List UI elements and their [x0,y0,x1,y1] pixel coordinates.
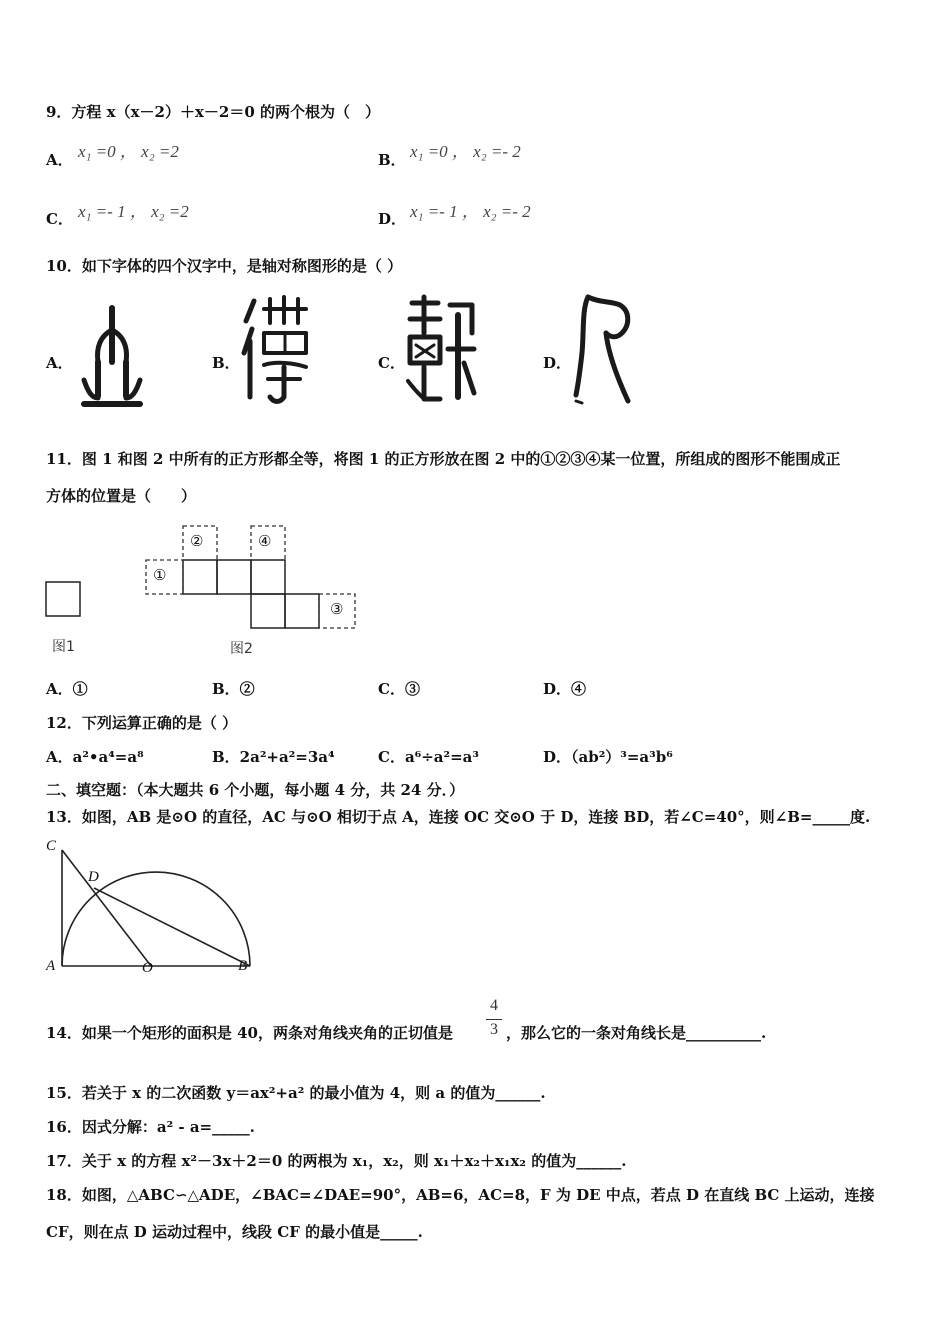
q11-option-d: D．④ [543,680,587,698]
q10-option-c: C． [378,354,405,372]
q10-stem: 10．如下字体的四个汉字中，是轴对称图形的是（ ） [46,257,403,275]
q17-stem: 17．关于 x 的方程 x²－3x＋2＝0 的两根为 x₁，x₂，则 x₁＋x₂＋x₁x₂ 的值为______. [46,1152,627,1170]
q14-fraction-numerator: 4 [490,997,498,1014]
q9-option-b-letter: B． [378,151,406,169]
seal-glyph-c-image [404,293,478,408]
q10-option-d: D． [543,354,572,372]
q12-option-d: D．（ab²）³=a³b⁶ [543,748,673,766]
q14-stem-post: ，那么它的一条对角线长是__________. [506,1024,767,1042]
seal-glyph-b-image [240,293,312,411]
marker-2: ② [190,532,204,550]
q14-fraction-denominator: 3 [490,1021,498,1038]
fig2-square-4 [251,594,285,628]
q13-circle-figure [40,836,270,981]
q10-option-b: B． [212,354,240,372]
q11-net-figure [40,520,370,660]
seal-glyph-a-image [78,300,146,412]
q14-fraction-bar [486,1019,502,1020]
q15-stem: 15．若关于 x 的二次函数 y＝ax²+a² 的最小值为 4，则 a 的值为______. [46,1084,546,1102]
q13-stem: 13．如图，AB 是⊙O 的直径，AC 与⊙O 相切于点 A，连接 OC 交⊙O 于 D，连接 BD，若∠C=40°，则∠B=_____度. [46,808,871,826]
fig2-square-1 [183,560,217,594]
fig2-square-2 [217,560,251,594]
q12-stem: 12．下列运算正确的是（ ） [46,714,238,732]
section-2-heading: 二、填空题：（本大题共 6 个小题，每小题 4 分，共 24 分．） [46,781,465,799]
q11-option-c: C．③ [378,680,420,698]
q9-option-d-letter: D． [378,210,407,228]
q9-option-a-letter: A． [46,151,73,169]
q12-option-a: A．a²•a⁴=a⁸ [46,748,144,766]
q12-option-c: C．a⁶÷a²=a³ [378,748,479,766]
q9-option-d-expr: x₁ =- 1 ， x₂ =- 2 [410,202,531,221]
fig2-square-3 [251,560,285,594]
marker-1: ① [153,566,167,584]
q11-stem-line1: 11．图 1 和图 2 中所有的正方形都全等，将图 1 的正方形放在图 2 中的①②③④某一位置，所组成的图形不能围成正 [46,450,841,468]
q18-stem-line1: 18．如图，△ABC∽△ADE，∠BAC=∠DAE=90°，AB=6，AC=8，F 为 DE 中点，若点 D 在直线 BC 上运动，连接 [46,1186,875,1204]
q9-stem: 9．方程 x（x－2）＋x－2＝0 的两个根为（ ） [46,103,381,121]
point-d-label: D [88,869,99,885]
marker-4: ④ [258,532,272,550]
marker-3: ③ [330,600,344,618]
q10-option-a: A． [46,354,73,372]
q18-stem-line2: CF，则在点 D 运动过程中，线段 CF 的最小值是_____. [46,1223,423,1241]
q11-option-b: B．② [212,680,255,698]
fig2-square-5 [285,594,319,628]
q9-option-a-expr: x₁ =0 ， x₂ =2 [78,142,179,161]
seal-glyph-d-image [574,291,636,409]
q12-option-b: B．2a²+a²=3a⁴ [212,748,335,766]
point-o-label: O [142,960,153,976]
q9-option-c-letter: C． [46,210,73,228]
point-b-label: B [238,958,248,974]
q16-stem: 16．因式分解：a² - a=_____. [46,1118,255,1136]
q11-option-a: A．① [46,680,88,698]
q9-option-c-expr: x₁ =- 1 ， x₂ =2 [78,202,189,221]
q9-option-b-expr: x₁ =0 ， x₂ =- 2 [410,142,521,161]
point-a-label: A [46,958,56,974]
q14-stem-pre: 14．如果一个矩形的面积是 40，两条对角线夹角的正切值是 [46,1024,453,1042]
fig2-label: 图2 [230,641,253,657]
point-c-label: C [46,838,57,854]
q11-stem-line2: 方体的位置是（ ） [46,487,197,505]
fig1-square [46,582,80,616]
fig1-label: 图1 [52,639,75,655]
